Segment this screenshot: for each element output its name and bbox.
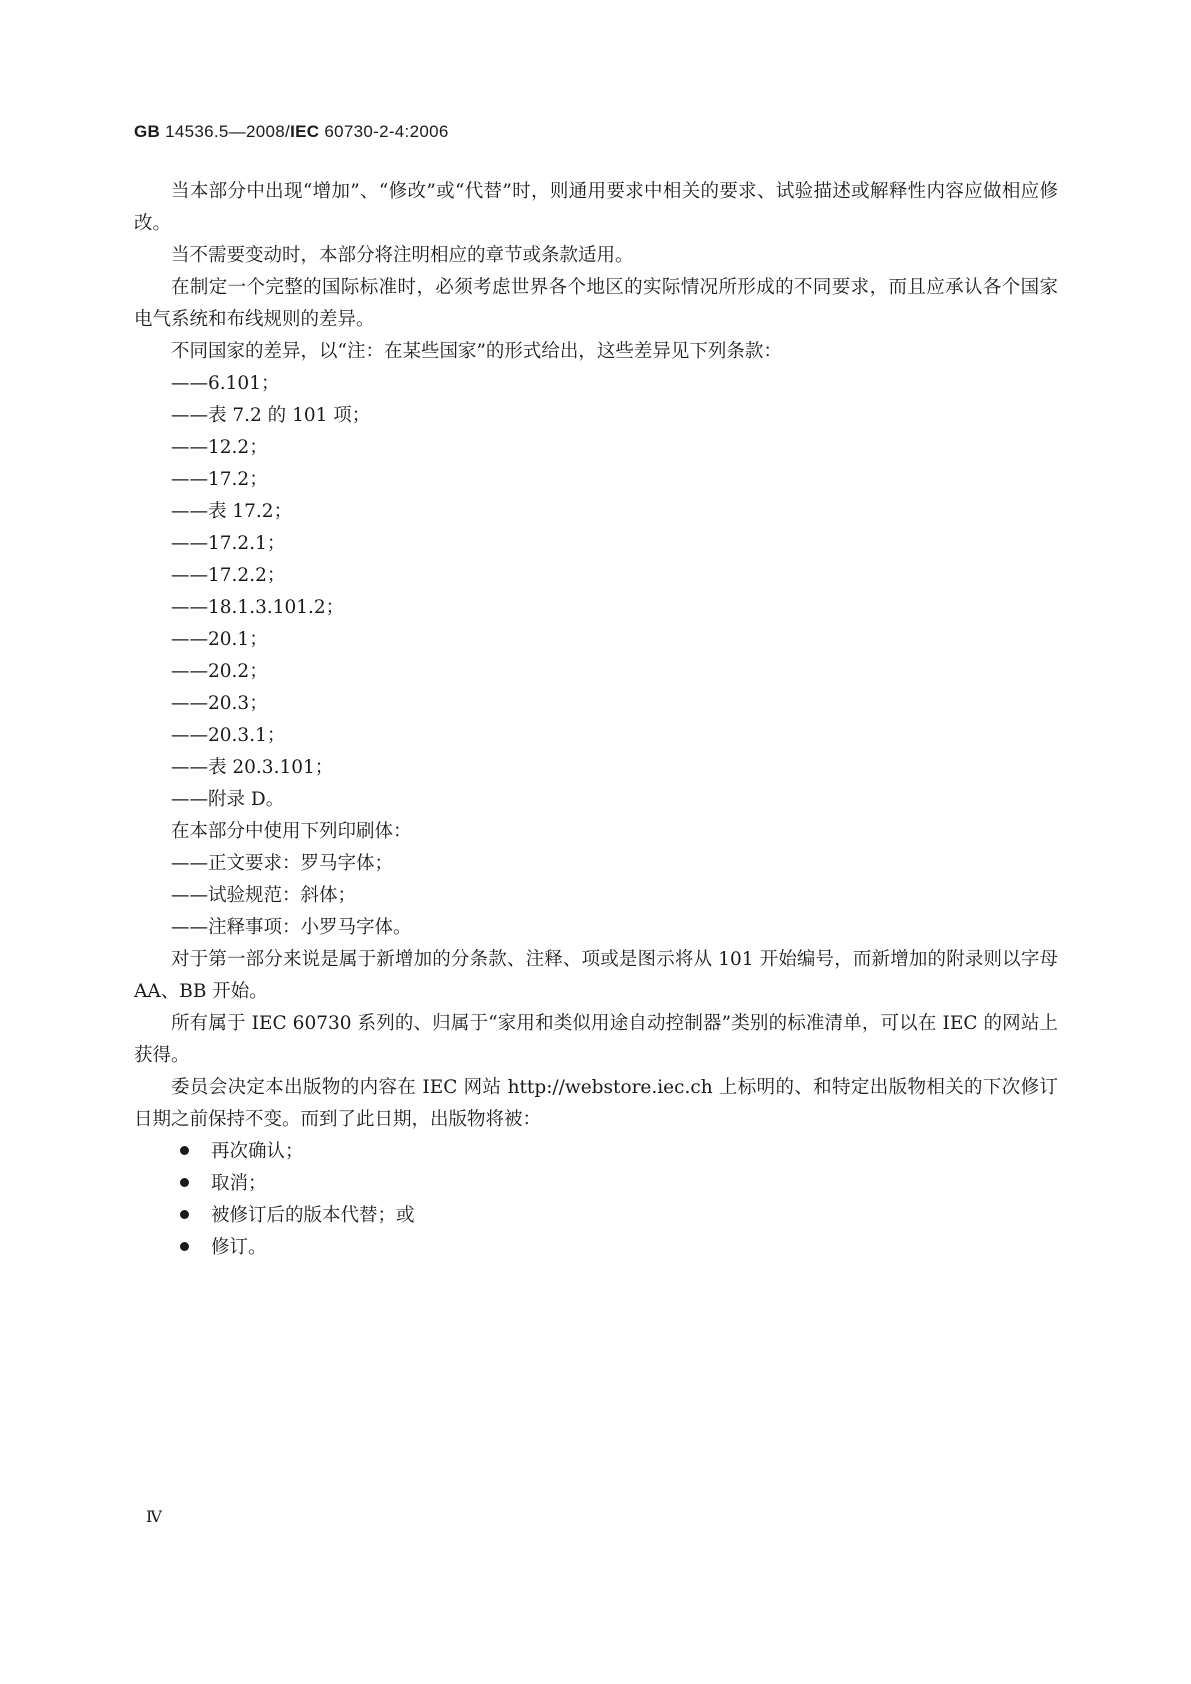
clause-list-item: ——20.3.1； [171,725,286,746]
paragraph-modification-note: 当本部分中出现“增加”、“修改”或“代替”时，则通用要求中相关的要求、试验描述或解释性内容应做相应修改。 [134,181,1058,234]
bullet-icon [180,1210,189,1219]
clause-list-item: ——表 7.2 的 101 项； [171,405,371,426]
header-standard-number: 14536.5 [165,122,229,141]
clause-list-item: ——20.3； [171,693,268,714]
header-iec-prefix: IEC [290,122,320,141]
header-year: 2008/ [246,122,291,141]
bullet-icon [180,1178,189,1187]
paragraph-national-differences: 不同国家的差异，以“注：在某些国家”的形式给出，这些差异见下列条款： [171,341,782,362]
document-header [134,122,449,142]
paragraph-iec-series: 所有属于 IEC 60730 系列的、归属于“家用和类似用途自动控制器”类别的标准清单，可以在 IEC 的网站上获得。 [134,1013,1058,1066]
clause-list-item: ——附录 D。 [171,789,285,810]
paragraph-maintenance: 委员会决定本出版物的内容在 IEC 网站 http://webstore.iec.ch 上标明的、和特定出版物相关的下次修订日期之前保持不变。而到了此日期，出版物将被： [134,1077,1058,1130]
clause-list-item: ——20.2； [171,661,268,682]
paragraph-international-standard: 在制定一个完整的国际标准时，必须考虑世界各个地区的实际情况所形成的不同要求，而且应承认各个国家电气系统和布线规则的差异。 [134,277,1058,330]
clause-list-item: ——17.2.1； [171,533,286,554]
page-number: Ⅳ [146,1509,162,1526]
typeface-list [134,848,1058,944]
bullet-text: 被修订后的版本代替；或 [211,1205,415,1226]
bullet-list [134,1136,1058,1264]
bullet-text: 再次确认； [211,1141,304,1162]
bullet-item [134,1232,1058,1264]
typeface-list-item: ——正文要求：罗马字体； [171,853,394,874]
clause-list-item: ——18.1.3.101.2； [171,597,345,618]
typeface-list-item: ——注释事项：小罗马字体。 [171,917,412,938]
paragraph-numbering: 对于第一部分来说是属于新增加的分条款、注释、项或是图示将从 101 开始编号，而新增加的附录则以字母 AA、BB 开始。 [134,949,1058,1002]
bullet-item [134,1200,1058,1232]
clause-list-item: ——17.2； [171,469,268,490]
bullet-text: 修订。 [211,1237,267,1258]
bullet-item [134,1168,1058,1200]
header-iec-number: 60730-2-4:2006 [324,122,449,141]
document-body [134,176,1058,1264]
header-dash: — [228,122,247,141]
clause-list-item: ——12.2； [171,437,268,458]
bullet-icon [180,1146,189,1155]
typeface-intro: 在本部分中使用下列印刷体： [171,821,412,842]
clause-list-item: ——6.101； [171,373,280,394]
clause-list-item: ——20.1； [171,629,268,650]
clause-list [134,368,1058,816]
bullet-item [134,1136,1058,1168]
clause-list-item: ——表 20.3.101； [171,757,334,778]
bullet-text: 取消； [211,1173,267,1194]
paragraph-applicability: 当不需要变动时，本部分将注明相应的章节或条款适用。 [171,245,634,266]
header-standard-prefix: GB [134,122,161,141]
bullet-icon [180,1242,189,1251]
typeface-list-item: ——试验规范：斜体； [171,885,357,906]
clause-list-item: ——17.2.2； [171,565,286,586]
clause-list-item: ——表 17.2； [171,501,293,522]
